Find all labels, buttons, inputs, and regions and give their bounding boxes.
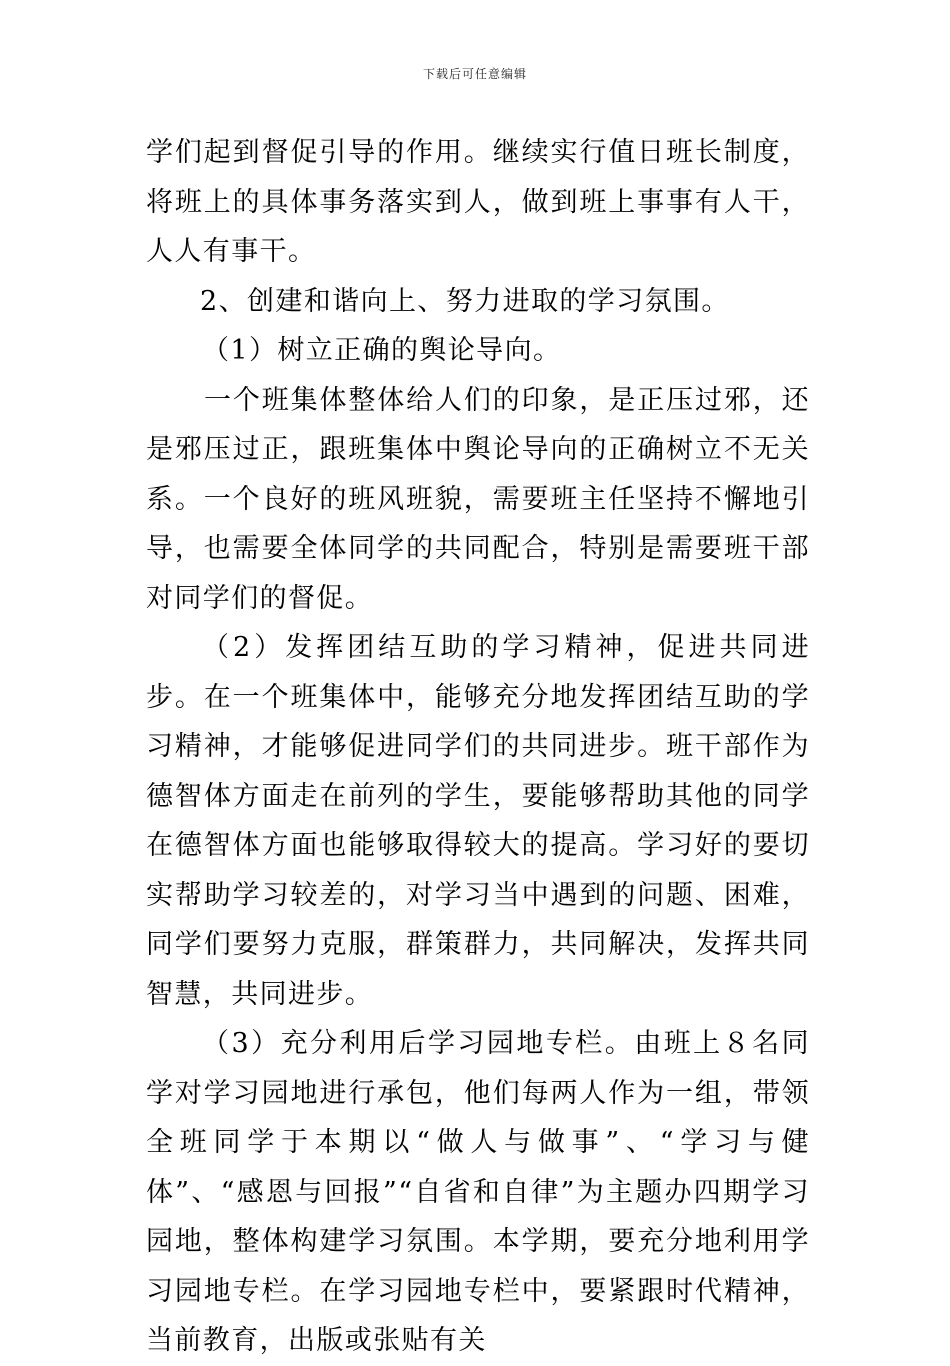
- paragraph-continuation: 学们起到督促引导的作用。继续实行值日班长制度，将班上的具体事务落实到人，做到班上事事有人干，人人有事干。: [146, 137, 810, 267]
- header-note: 下载后可任意编辑: [422, 67, 527, 81]
- subsection-heading: （1）树立正确的舆论导向。: [202, 335, 562, 366]
- paragraph: （2）发挥团结互助的学习精神，促进共同进步。在一个班集体中，能够充分地发挥团结互助的学习精神，才能够促进同学们的共同进步。班干部作为德智体方面走在前列的学生，要能够帮助其他的同学在德智体方面也能够取得较大的提高。学习好的要切实帮助学习较差的，对学习当中遇到的问题、困难，同学们要努力克服，群策群力，共同解决，发挥共同智慧，共同进步。: [146, 632, 810, 1010]
- document-body: [146, 128, 810, 1366]
- paragraph: 一个班集体整体给人们的印象，是正压过邪，还是邪压过正，跟班集体中舆论导向的正确树立不无关系。一个良好的班风班貌，需要班主任坚持不懈地引导，也需要全体同学的共同配合，特别是需要班干部对同学们的督促。: [146, 384, 810, 614]
- section-heading: 2、创建和谐向上、努力进取的学习氛围。: [200, 285, 730, 317]
- paragraph: （3）充分利用后学习园地专栏。由班上８名同学对学习园地进行承包，他们每两人作为一组，带领全班同学于本期以“做人与做事”、“学习与健体”、“感恩与回报”“自省和自律”为主题办四期学习园地，整体构建学习氛围。本学期，要充分地利用学习园地专栏。在学习园地专栏中，要紧跟时代精神，当前教育，出版或张贴有关: [146, 1028, 810, 1356]
